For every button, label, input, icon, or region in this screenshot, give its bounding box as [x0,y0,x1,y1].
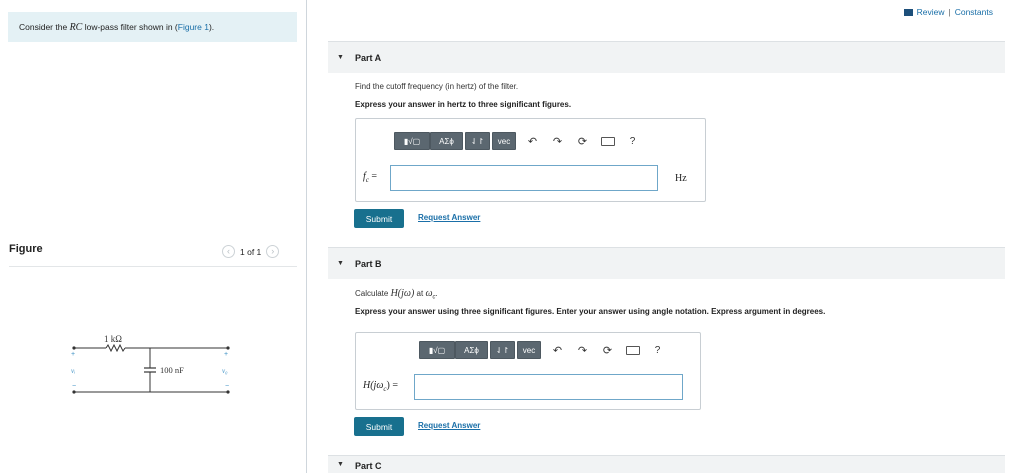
greek-symbols-button[interactable]: ΑΣϕ [430,132,463,150]
undo-icon[interactable]: ↶ [527,135,538,148]
problem-text: Consider the [19,22,70,32]
transfer-function-input[interactable] [414,374,683,400]
help-icon[interactable]: ? [629,135,636,147]
h-jwc-equals: ) = [386,380,398,391]
circuit-name: RC [69,22,83,33]
chevron-right-icon[interactable]: › [266,245,279,258]
figure-pager [222,245,279,258]
part-b-submit-button[interactable]: Submit [354,417,404,436]
panel-divider[interactable] [306,0,307,473]
hertz-unit: Hz [675,173,687,184]
templates-button[interactable]: ▮√▢ [419,341,455,359]
h-jw-symbol: H(jω) [390,288,415,299]
output-minus-label: − [225,383,230,390]
part-a-input-label [363,171,377,184]
keyboard-icon[interactable] [595,135,620,147]
figure-heading: Figure [9,243,43,255]
part-a-title: Part A [354,52,382,63]
question-prefix: Calculate [355,289,391,298]
part-c-title: Part C [354,461,382,471]
arrows-button[interactable]: ⇃↾ [465,132,490,150]
problem-text-end: ). [208,22,215,32]
constants-link[interactable]: Constants [954,7,993,17]
h-jwc-symbol: H(jω [363,380,384,391]
part-a-request-answer-link[interactable]: Request Answer [418,213,481,222]
collapse-triangle-icon: ▼ [337,260,344,267]
left-panel [0,0,306,473]
redo-icon[interactable]: ↷ [577,344,588,357]
output-plus-label: + [224,351,229,358]
vector-button[interactable]: vec [492,132,516,150]
part-a-instruction: Express your answer in hertz to three significant figures. [355,100,572,109]
input-voltage-label: vᵢ [71,367,76,375]
chevron-left-icon[interactable]: ‹ [222,245,235,258]
part-b-title: Part B [354,258,382,269]
problem-statement [8,12,297,42]
keyboard-icon[interactable] [620,344,645,356]
rc-circuit-diagram [60,330,240,400]
omega-subscript: c [432,294,436,301]
input-plus-label: + [71,351,76,358]
reset-icon[interactable]: ⟳ [602,344,613,357]
question-end: . [435,289,438,298]
h-jwc-subscript: c [383,385,387,393]
resistor-label: 1 kΩ [104,334,122,344]
collapse-triangle-icon: ▼ [337,461,344,468]
part-a-header[interactable] [328,41,1005,73]
capacitor-label: 100 nF [160,365,184,375]
help-icon[interactable]: ? [654,344,661,356]
templates-button[interactable]: ▮√▢ [394,132,430,150]
arrows-button[interactable]: ⇃↾ [490,341,515,359]
review-icon [904,9,913,16]
figure-link[interactable]: Figure 1 [177,22,209,32]
part-a-question: Find the cutoff frequency (in hertz) of the filter. [355,82,519,91]
output-voltage-label: v₀ [222,367,228,375]
part-b-header[interactable] [328,247,1005,279]
collapse-triangle-icon: ▼ [337,54,344,61]
figure-page-count: 1 of 1 [240,246,262,257]
part-a-submit-button[interactable]: Submit [354,209,404,228]
greek-symbols-button[interactable]: ΑΣϕ [455,341,488,359]
cutoff-frequency-input[interactable] [390,165,658,191]
part-c-header[interactable] [328,455,1005,473]
vector-button[interactable]: vec [517,341,541,359]
review-constants-links [904,7,993,17]
equals-sign: = [371,171,378,182]
redo-icon[interactable]: ↷ [552,135,563,148]
omega-symbol: ω [425,288,433,299]
figure-divider [9,266,297,267]
part-a-math-toolbar [394,132,645,150]
problem-text-middle: low-pass filter shown in ( [82,22,178,32]
undo-icon[interactable]: ↶ [552,344,563,357]
link-separator: | [948,7,951,17]
part-b-instruction: Express your answer using three significant figures. Enter your answer using angle notation. Express argument in degrees. [355,307,826,316]
part-b-math-toolbar [419,341,670,359]
part-b-question [355,288,438,301]
fc-symbol: f [363,171,366,182]
part-b-input-label [363,380,398,393]
question-at: at [414,289,426,298]
fc-subscript: c [365,176,369,184]
review-link[interactable]: Review [916,7,945,17]
resistor-symbol [106,345,125,351]
part-b-request-answer-link[interactable]: Request Answer [418,421,481,430]
reset-icon[interactable]: ⟳ [577,135,588,148]
input-minus-label: − [72,383,77,390]
